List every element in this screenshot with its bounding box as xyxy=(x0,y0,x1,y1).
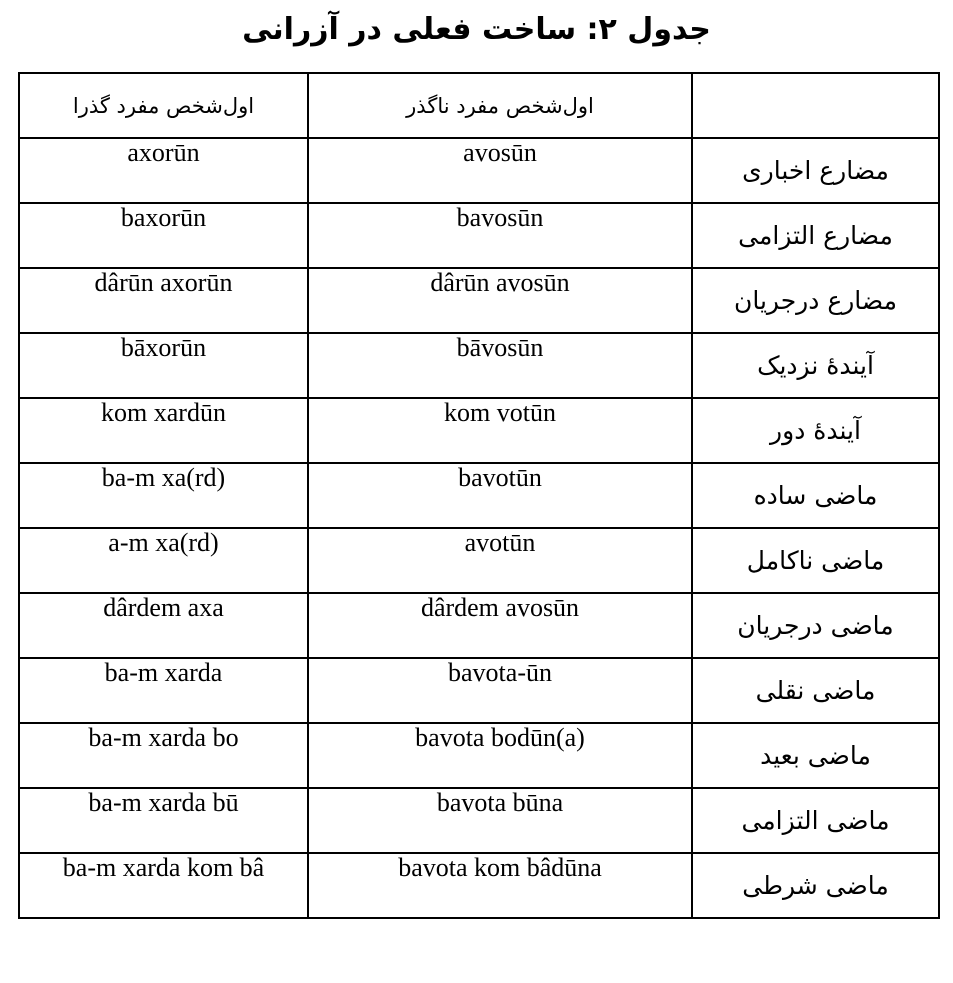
cell-intransitive: bāvosūn xyxy=(308,333,692,398)
table-title: جدول ۲: ساخت فعلی در آزرانی xyxy=(242,12,711,47)
header-tense xyxy=(692,73,939,138)
cell-intransitive: bavotūn xyxy=(308,463,692,528)
header-row xyxy=(19,73,939,138)
cell-transitive: dârdem axa xyxy=(19,593,308,658)
cell-tense-label: ماضی ساده xyxy=(692,463,939,528)
cell-transitive: baxorūn xyxy=(19,203,308,268)
cell-tense-label: ماضی شرطی xyxy=(692,853,939,918)
cell-tense-label: ماضی ناکامل xyxy=(692,528,939,593)
cell-transitive: ba-m xa(rd) xyxy=(19,463,308,528)
cell-intransitive: bavota būna xyxy=(308,788,692,853)
cell-tense-label: ماضی التزامی xyxy=(692,788,939,853)
cell-tense-label: ماضی درجریان xyxy=(692,593,939,658)
cell-transitive: ba-m xarda xyxy=(19,658,308,723)
cell-intransitive: avotūn xyxy=(308,528,692,593)
table-row xyxy=(19,333,939,398)
table-row xyxy=(19,398,939,463)
cell-intransitive: bavosūn xyxy=(308,203,692,268)
cell-transitive: ba-m xarda bū xyxy=(19,788,308,853)
table-row xyxy=(19,203,939,268)
table-row xyxy=(19,138,939,203)
table-row xyxy=(19,593,939,658)
cell-intransitive: bavota kom bâdūna xyxy=(308,853,692,918)
cell-tense-label: مضارع درجریان xyxy=(692,268,939,333)
cell-transitive: kom xardūn xyxy=(19,398,308,463)
cell-transitive: bāxorūn xyxy=(19,333,308,398)
cell-intransitive: dârūn avosūn xyxy=(308,268,692,333)
cell-intransitive: kom votūn xyxy=(308,398,692,463)
cell-transitive: axorūn xyxy=(19,138,308,203)
table-row xyxy=(19,268,939,333)
table-row xyxy=(19,658,939,723)
cell-tense-label: مضارع التزامی xyxy=(692,203,939,268)
cell-tense-label: مضارع اخباری xyxy=(692,138,939,203)
header-intransitive: اول‌شخص مفرد ناگذر xyxy=(308,73,692,138)
cell-transitive: dârūn axorūn xyxy=(19,268,308,333)
cell-tense-label: ماضی نقلی xyxy=(692,658,939,723)
table-row xyxy=(19,853,939,918)
cell-intransitive: avosūn xyxy=(308,138,692,203)
verb-table xyxy=(18,72,940,919)
header-transitive: اول‌شخص مفرد گذرا xyxy=(19,73,308,138)
table-row xyxy=(19,463,939,528)
cell-transitive: ba-m xarda bo xyxy=(19,723,308,788)
cell-transitive: a-m xa(rd) xyxy=(19,528,308,593)
table-row xyxy=(19,723,939,788)
cell-tense-label: ماضی بعید xyxy=(692,723,939,788)
table-row xyxy=(19,788,939,853)
cell-intransitive: dârdem avosūn xyxy=(308,593,692,658)
cell-intransitive: bavota bodūn(a) xyxy=(308,723,692,788)
cell-tense-label: آیندۀ دور xyxy=(692,398,939,463)
cell-transitive: ba-m xarda kom bâ xyxy=(19,853,308,918)
table-row xyxy=(19,528,939,593)
cell-intransitive: bavota-ūn xyxy=(308,658,692,723)
cell-tense-label: آیندۀ نزدیک xyxy=(692,333,939,398)
